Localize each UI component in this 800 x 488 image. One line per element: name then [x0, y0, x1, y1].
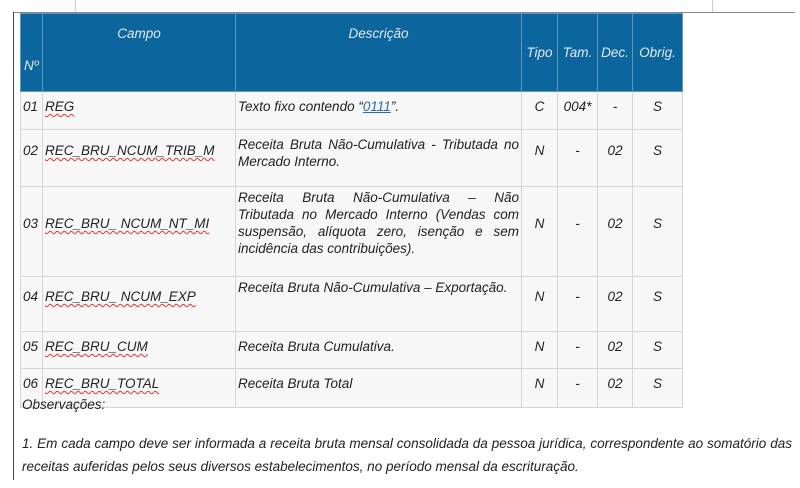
- observacoes-heading: Observações:: [22, 397, 106, 412]
- cell-num: 06: [21, 369, 43, 408]
- cell-descricao: Receita Bruta Cumulativa.: [236, 332, 522, 369]
- campo-text: REG: [45, 99, 75, 114]
- cell-dec: 02: [598, 369, 633, 408]
- cell-tam: 004*: [558, 92, 598, 130]
- cell-dec: 02: [598, 277, 633, 332]
- cell-num: 02: [21, 130, 43, 187]
- cell-num: 03: [21, 187, 43, 277]
- cell-descricao: Receita Bruta Não-Cumulativa – Não Tributada no Mercado Interno (Vendas com suspensão, alíquota zero, isenção e sem incidência das contribuições).: [236, 187, 522, 277]
- campo-text: REC_BRU_CUM: [45, 339, 148, 354]
- record-0111-table: [20, 13, 683, 408]
- cell-campo: [43, 187, 236, 277]
- header-obrig: Obrig.: [633, 14, 683, 92]
- cell-descricao: Receita Bruta Não-Cumulativa - Tributada no Mercado Interno.: [236, 130, 522, 187]
- cell-campo: [43, 332, 236, 369]
- table-row: [21, 130, 683, 187]
- cell-tam: -: [558, 332, 598, 369]
- table-row: [21, 92, 683, 130]
- campo-text: REC_BRU_NCUM_TRIB_M: [45, 143, 215, 158]
- cell-dec: 02: [598, 130, 633, 187]
- cell-obrig: S: [633, 92, 683, 130]
- header-campo: Campo: [43, 14, 236, 92]
- header-num: Nº: [21, 14, 43, 92]
- cell-tipo: N: [522, 277, 558, 332]
- cell-obrig: S: [633, 187, 683, 277]
- cell-tipo: N: [522, 369, 558, 408]
- table-row: [21, 187, 683, 277]
- cell-obrig: S: [633, 369, 683, 408]
- campo-text: REC_BRU_TOTAL: [45, 376, 160, 391]
- cell-descricao: [236, 92, 522, 130]
- cell-num: 04: [21, 277, 43, 332]
- cell-descricao: Receita Bruta Não-Cumulativa – Exportação.: [236, 277, 522, 332]
- cell-tipo: N: [522, 187, 558, 277]
- cell-num: 05: [21, 332, 43, 369]
- cell-num: 01: [21, 92, 43, 130]
- cell-tam: -: [558, 277, 598, 332]
- cell-campo: [43, 130, 236, 187]
- cell-tipo: N: [522, 130, 558, 187]
- cell-tam: -: [558, 187, 598, 277]
- cell-tipo: C: [522, 92, 558, 130]
- observation-note-1: 1. Em cada campo deve ser informada a receita bruta mensal consolidada da pessoa jurídica, correspondente ao somatório das receitas auferidas pelos seus diversos estabelecimentos, no período mensal da escrituração.: [22, 436, 792, 474]
- cell-campo: [43, 92, 236, 130]
- header-descricao: Descrição: [236, 14, 522, 92]
- page-left-border: [13, 12, 14, 480]
- cell-dec: 02: [598, 332, 633, 369]
- campo-text: REC_BRU_ NCUM_NT_MI: [45, 216, 210, 231]
- cell-obrig: S: [633, 277, 683, 332]
- cell-descricao: Receita Bruta Total: [236, 369, 522, 408]
- register-link[interactable]: 0111: [362, 99, 391, 114]
- cell-dec: -: [598, 92, 633, 130]
- header-dec: Dec.: [598, 14, 633, 92]
- campo-text: REC_BRU_ NCUM_EXP: [45, 289, 196, 304]
- cell-tam: -: [558, 369, 598, 408]
- cell-campo: [43, 277, 236, 332]
- desc-suffix: ”.: [390, 99, 400, 114]
- table-row: [21, 369, 683, 408]
- cell-dec: 02: [598, 187, 633, 277]
- cell-obrig: S: [633, 332, 683, 369]
- divider: [75, 0, 76, 12]
- table-row: [21, 332, 683, 369]
- cell-tipo: N: [522, 332, 558, 369]
- table-header-row: [21, 14, 683, 92]
- cell-tam: -: [558, 130, 598, 187]
- header-tam: Tam.: [558, 14, 598, 92]
- cell-obrig: S: [633, 130, 683, 187]
- header-tipo: Tipo: [522, 14, 558, 92]
- divider: [712, 0, 713, 12]
- desc-prefix: Texto fixo contendo “: [238, 99, 363, 114]
- table-row: [21, 277, 683, 332]
